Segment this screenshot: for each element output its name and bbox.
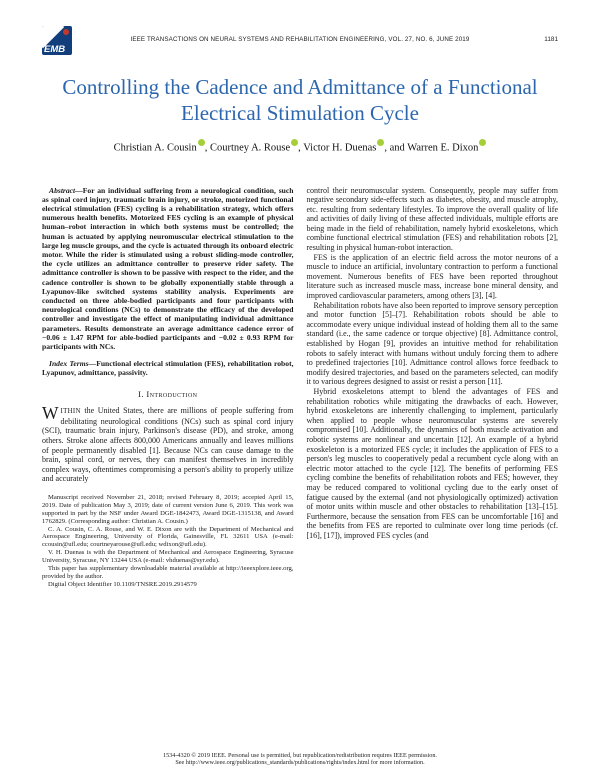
logo-text: EMB — [44, 44, 66, 55]
copyright-line: 1534-4320 © 2019 IEEE. Personal use is permitted, but republication/redistribution requires IEEE permission. — [163, 751, 437, 759]
body-paragraph: Rehabilitation robots have also been reported to improve sensory perception and motor function [5]–[7]. Rehabilitation robots should be able to accommodate every unique individual instead of holding them all to the same standard (i.e., the same cadence or torque objective) [8]. Admittance control, established by Hogan [9], provides an intuitive method for rehabilitation robots to safely interact with humans without unduly forcing them to adhere to predefined trajectories [10]. Admittance control allows force feedback to modify desired trajectories, and based on the parameters selected, can modify it to various degrees designed to assist or resist a person [11]. — [306, 300, 558, 387]
author-name: Warren E. Dixon — [407, 142, 479, 154]
abstract — [42, 186, 294, 352]
footnote-doi: Digital Object Identifier 10.1109/TNSRE.2019.2914579 — [48, 580, 197, 588]
footnote-affiliation-syracuse: V. H. Duenas is with the Department of Mechanical and Aerospace Engineering, Syracuse University, Syracuse, NY 13244 USA (e-mail: vhduenas@syr.edu). — [42, 549, 294, 565]
left-column — [42, 186, 294, 589]
two-column-body — [42, 186, 558, 589]
author-separator: , — [298, 142, 304, 154]
orcid-icon[interactable] — [198, 139, 205, 146]
author-name: Courtney A. Rouse — [209, 142, 291, 154]
footnote-block — [42, 494, 294, 589]
author-separator: , — [204, 142, 210, 154]
page-header — [42, 26, 558, 58]
author-line — [42, 139, 558, 154]
footnote-supplementary-material: This paper has supplementary downloadable material available at http://ieeexplore.ieee.org, provided by the author. — [42, 565, 294, 580]
footnote-manuscript-history: Manuscript received November 21, 2018; revised February 8, 2019; accepted April 15, 2019. Date of publication May 3, 2019; date of current version June 6, 2019. This work was supported in part by the NSF under Award DGE-1842473, Award DGE-1315138, and Award 1762829. (Corresponding author: Christian A. Cousin.) — [42, 493, 294, 525]
introduction-paragraph — [42, 403, 294, 484]
author-name: Victor H. Duenas — [303, 142, 377, 154]
abstract-label: Abstract— — [49, 185, 83, 195]
author-name: Christian A. Cousin — [113, 142, 197, 154]
body-paragraph: control their neuromuscular system. Consequently, people may suffer from negative secondary side-effects such as diabetes, obesity, and muscle atrophy, etc. resulting from sedentary lifestyles. To improve the overall quality of life and activities of daily living of these affected individuals, multiple efforts are being made in the field of rehabilitation, namely hybrid exoskeletons, which combine functional electrical stimulation (FES) and rehabilitation robots [2], resulting in physical human-robot interaction. — [306, 185, 558, 253]
lead-word: ITHIN — [60, 408, 81, 416]
body-paragraph: FES is the application of an electric field across the motor neurons of a muscle to induce an artificial, involuntary contraction to perform a functional movement. Numerous benefits of FES have been reported throughout literature such as increased muscle mass, increase bone mineral density, and improved cardiovascular parameters, among others [3], [4]. — [306, 252, 558, 301]
right-column — [307, 186, 559, 589]
introduction-text: the United States, there are millions of people suffering from debilitating neurological conditions (NCs) such as spinal cord injury (SCI), traumatic brain injury, Parkinson's disease (PD), and stroke, among others. Stroke alone affects 800,000 Americans annually and leaves millions of people permanently disabled [1]. Because NCs can cause damage to the brain, spinal cord, or nerves, they can manifest themselves in incredibly complex ways, oftentimes compromising a person's ability to properly utilize and accurately — [42, 406, 294, 484]
orcid-icon[interactable] — [479, 139, 486, 146]
page-number: 1181 — [544, 36, 558, 43]
drop-cap: W — [42, 403, 59, 424]
copyright-footer — [0, 752, 600, 767]
paper-title: Controlling the Cadence and Admittance of a Functional Electrical Stimulation Cycle — [62, 75, 538, 125]
rights-url-line: See http://www.ieee.org/publications_standards/publications/rights/index.html for more information. — [175, 759, 425, 767]
section-heading-introduction: I. Introduction — [138, 388, 198, 399]
index-terms-label: Index Terms— — [49, 359, 97, 369]
journal-running-head: IEEE TRANSACTIONS ON NEURAL SYSTEMS AND REHABILITATION ENGINEERING, VOL. 27, NO. 6, JUNE 2019 — [130, 36, 470, 43]
index-terms-text: Functional electrical stimulation (FES), rehabilitation robot, Lyapunov, admittance, passivity. — [42, 359, 294, 378]
abstract-text: For an individual suffering from a neurological condition, such as spinal cord injury, traumatic brain injury, or stroke, motorized functional electrical stimulation (FES) cycling is a rehabilitation strategy, which offers numerous health benefits. Motorized FES cycling is an example of physical human–robot interaction in which both systems must be controlled; the human is actuated by applying neuromuscular electrical stimulation to the large leg muscle groups, and the cycle is actuated through its onboard electric motor. While the rider is stimulated using a robust sliding-mode controller, the cycle utilizes an admittance controller to preserve rider safety. The admittance controller is shown to be passive with respect to the rider, and the cadence controller is shown to be globally exponentially stable through a Lyapunov-like switched systems stability analysis. Experiments are conducted on three able-bodied participants and four participants with neurological conditions (NCs) to demonstrate the efficacy of the developed controller and investigate the effect of manipulating individual admittance parameters. Results demonstrate an average admittance cadence error of −0.06 ± 1.47 RPM for able-bodied participants and −0.02 ± 0.93 RPM for participants with NCs. — [42, 185, 294, 351]
footnote-affiliation-uf: C. A. Cousin, C. A. Rouse, and W. E. Dixon are with the Department of Mechanical and Aerospace Engineering, University of Florida, Gainesville, FL 32611 USA (e-mail: ccousin@ufl.edu; courtneyarouse@ufl.edu; wdixon@ufl.edu). — [42, 525, 294, 549]
body-paragraph: Hybrid exoskeletons attempt to blend the advantages of FES and rehabilitation robotics while mitigating the drawbacks of each. However, hybrid exoskeletons are inherently challenging to implement, particularly when applied to people whose neuromuscular systems are severely compromised [10]. Additionally, the dynamics of both muscle activation and robotic systems are nonlinear and uncertain [12]. An example of a hybrid exoskeleton is a motorized FES cycle; it includes the application of FES to a person's leg muscles to cooperatively pedal a recumbent cycle along with an electric motor attached to the cycle [12]. The benefits of performing FES cycling combine the benefits of rehabilitation robots and FES; however, they may be reduced compared to volitional cycling due to the early onset of fatigue caused by the external (and not physiologically optimized) activation of motor units within muscle and other obstacles to rehabilitation [13]–[15]. Furthermore, because the sensation from FES can be uncomfortable [16] and the benefits from FES are reported to culminate over long time periods (cf. [16], [17]), improved FES cycles (and — [306, 386, 558, 540]
author-separator: , and — [384, 142, 408, 154]
index-terms — [42, 359, 294, 377]
logo-design-dot — [63, 29, 69, 35]
